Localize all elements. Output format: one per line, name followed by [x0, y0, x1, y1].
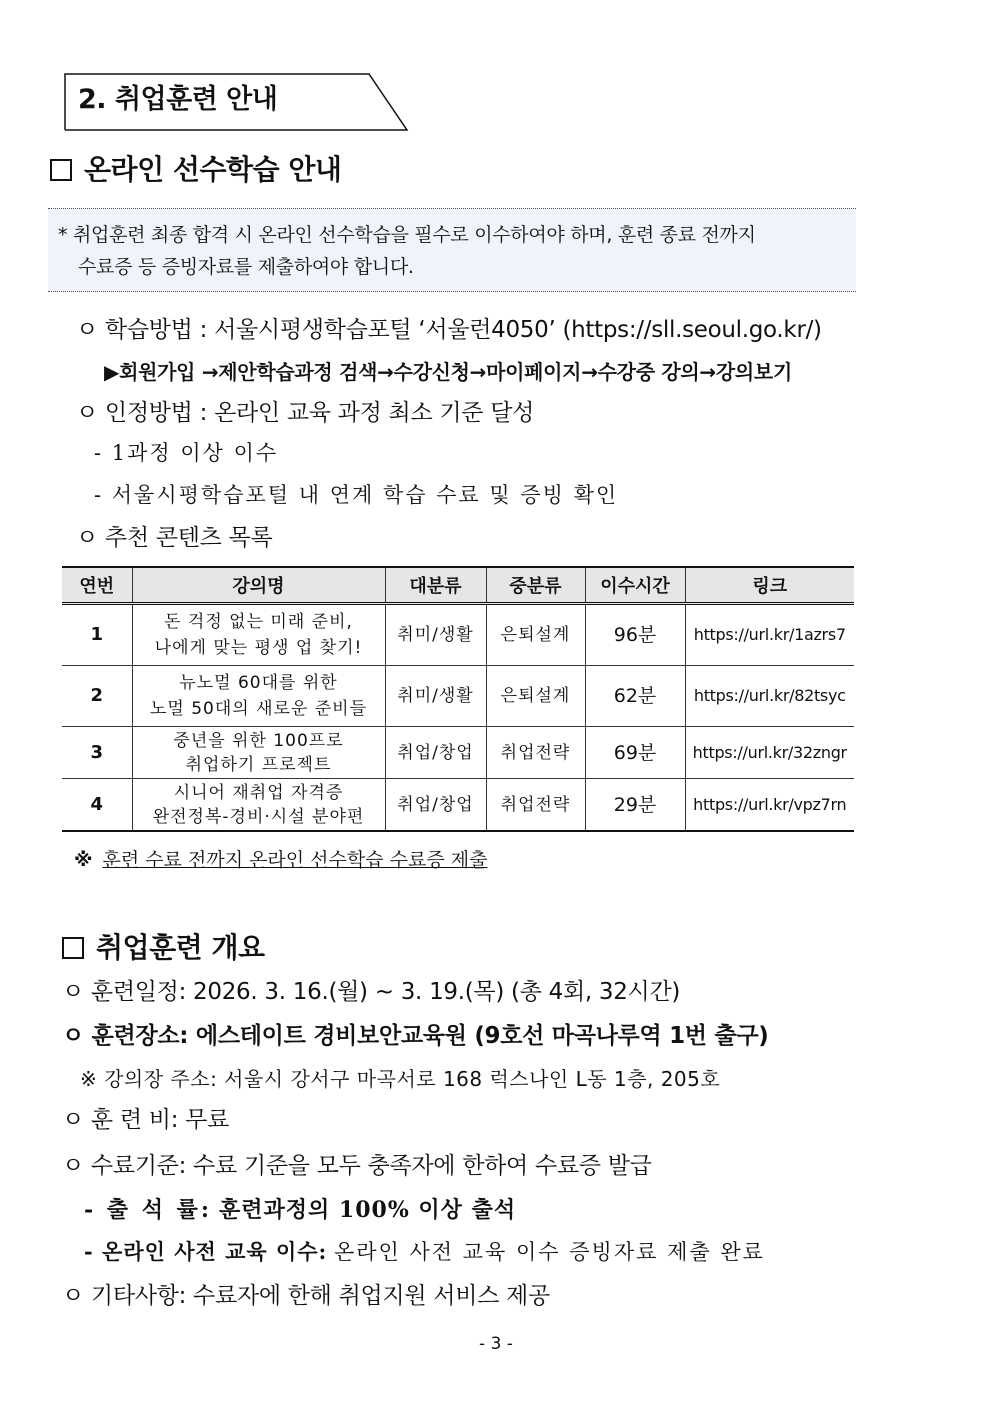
- checkbox-square-icon: [50, 159, 72, 181]
- overview-heading: 취업훈련 개요: [62, 930, 265, 966]
- row-major: 취미/생활: [385, 666, 486, 727]
- row-major: 취업/창업: [385, 727, 486, 779]
- cert-method: ㅇ 인정방법 : 온라인 교육 과정 최소 기준 달성: [76, 400, 535, 426]
- cert-item-2: - 서울시평학습포털 내 연계 학습 수료 및 증빙 확인: [94, 483, 619, 507]
- row-no: 1: [62, 604, 132, 666]
- row-title: 뉴노멀 60대를 위한 노멀 50대의 새로운 준비들: [132, 666, 385, 727]
- venue-address-note: ※ 강의장 주소: 서울시 강서구 마곡서로 168 럭스나인 L동 1층, 205호: [80, 1067, 721, 1091]
- row-hours: 96분: [585, 604, 685, 666]
- row-hours: 62분: [585, 666, 685, 727]
- row-major: 취업/창업: [385, 779, 486, 832]
- training-schedule: ㅇ 훈련일정: 2026. 3. 16.(월) ~ 3. 19.(목) (총 4회, 32시간): [62, 979, 681, 1005]
- completion-criteria: ㅇ 수료기준: 수료 기준을 모두 충족자에 한하여 수료증 발급: [62, 1153, 652, 1179]
- row-no: 3: [62, 727, 132, 779]
- table-row: [62, 779, 854, 832]
- note-mark: ※: [74, 849, 93, 871]
- portal-url: (https://sll.seoul.go.kr/): [562, 317, 822, 343]
- row-hours: 69분: [585, 727, 685, 779]
- header-no: 연번: [62, 567, 132, 604]
- checkbox-square-icon: [62, 937, 84, 959]
- row-link[interactable]: https://url.kr/vpz7rn: [685, 779, 854, 832]
- row-hours: 29분: [585, 779, 685, 832]
- header-major: 대분류: [385, 567, 486, 604]
- row-title: 시니어 재취업 자격증 완전정복-경비·시설 분야편: [132, 779, 385, 832]
- learning-method-label: ㅇ 학습방법 : 서울시평생학습포털 ‘서울런4050’: [76, 317, 556, 343]
- section-title: 2. 취업훈련 안내: [78, 84, 278, 115]
- other-notes: ㅇ 기타사항: 수료자에 한해 취업지원 서비스 제공: [62, 1283, 550, 1309]
- online-heading: 온라인 선수학습 안내: [50, 152, 341, 188]
- page-number: - 3 -: [479, 1334, 513, 1354]
- content-table: [62, 566, 854, 832]
- row-minor: 은퇴설계: [486, 604, 585, 666]
- notice-line-1: * 취업훈련 최종 합격 시 온라인 선수학습을 필수로 이수하여야 하며, 훈련 종료 전까지: [58, 224, 756, 246]
- row-title: 돈 걱정 없는 미래 준비, 나에게 맞는 평생 업 찾기!: [132, 604, 385, 666]
- table-row: [62, 604, 854, 666]
- row-link[interactable]: https://url.kr/82tsyc: [685, 666, 854, 727]
- learning-method: [76, 314, 822, 346]
- header-hours: 이수시간: [585, 567, 685, 604]
- row-no: 2: [62, 666, 132, 727]
- row-major: 취미/생활: [385, 604, 486, 666]
- header-link: 링크: [685, 567, 854, 604]
- note-text: 훈련 수료 전까지 온라인 선수학습 수료증 제출: [102, 849, 488, 871]
- header-title: 강의명: [132, 567, 385, 604]
- row-no: 4: [62, 779, 132, 832]
- online-criterion: - 온라인 사전 교육 이수: 온라인 사전 교육 이수 증빙자료 제출 완료: [84, 1239, 765, 1264]
- row-minor: 취업전략: [486, 727, 585, 779]
- row-link[interactable]: https://url.kr/32zngr: [685, 727, 854, 779]
- row-minor: 은퇴설계: [486, 666, 585, 727]
- notice-box: [48, 208, 856, 292]
- learning-steps: ▶회원가입 →제안학습과정 검색→수강신청→마이페이지→수강중 강의→강의보기: [104, 360, 792, 384]
- cert-item-1: - 1과정 이상 이수: [94, 441, 279, 465]
- training-venue: ㅇ 훈련장소: 에스테이트 경비보안교육원 (9호선 마곡나루역 1번 출구): [62, 1023, 769, 1049]
- table-row: [62, 666, 854, 727]
- recommend-label: ㅇ 추천 콘텐츠 목록: [76, 525, 273, 551]
- row-minor: 취업전략: [486, 779, 585, 832]
- row-link[interactable]: https://url.kr/1azrs7: [685, 604, 854, 666]
- notice-line-2: 수료증 등 증빙자료를 제출하여야 합니다.: [78, 256, 414, 278]
- table-header-row: [62, 567, 854, 604]
- row-title: 중년을 위한 100프로 취업하기 프로젝트: [132, 727, 385, 779]
- table-row: [62, 727, 854, 779]
- attendance-criterion: - 출 석 률: 훈련과정의 100% 이상 출석: [84, 1197, 517, 1223]
- training-fee: ㅇ 훈 련 비: 무료: [62, 1107, 230, 1133]
- table-note: [74, 846, 487, 874]
- header-minor: 중분류: [486, 567, 585, 604]
